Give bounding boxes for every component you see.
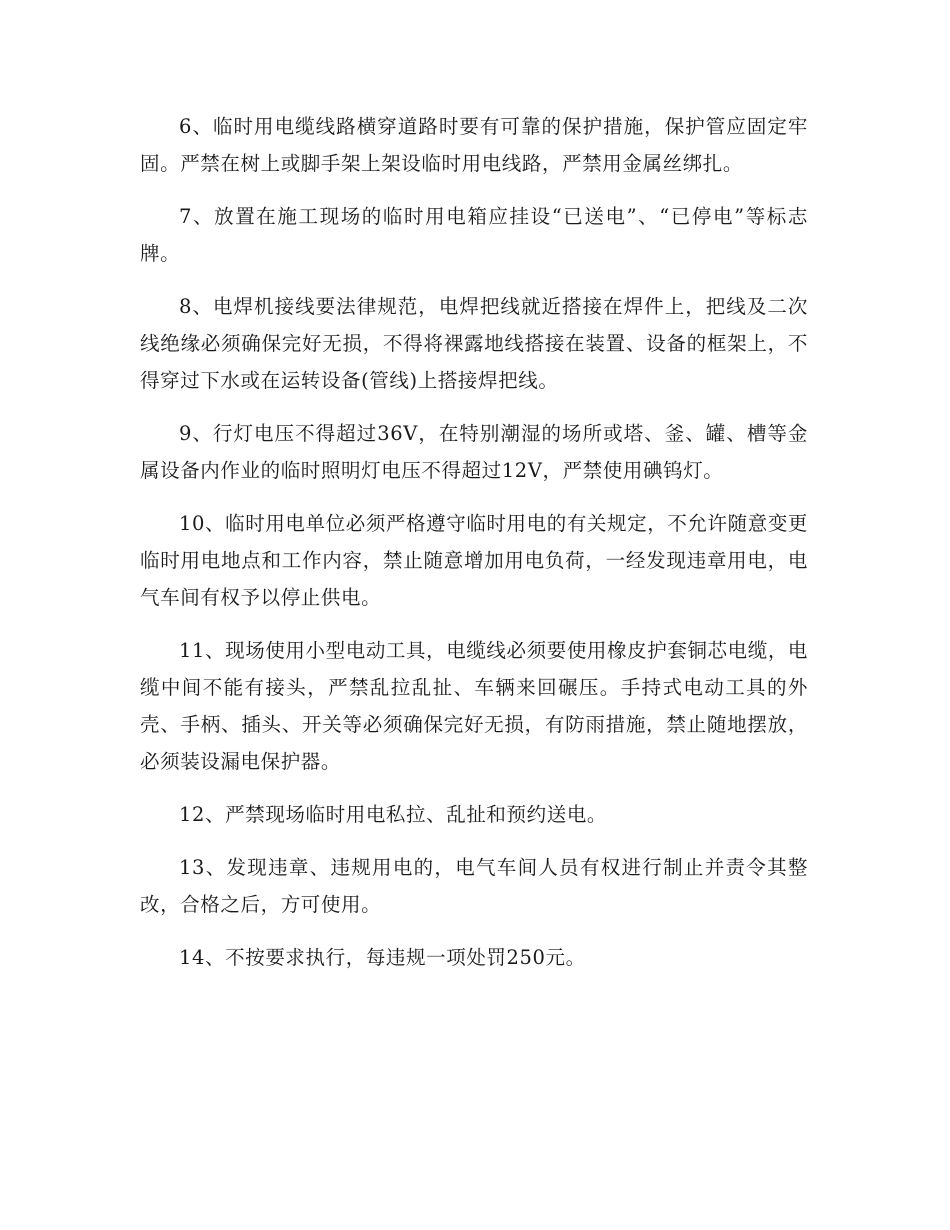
paragraph-rule-13: 13、发现违章、违规用电的，电气车间人员有权进行制止并责令其整改，合格之后，方可使用。 bbox=[140, 856, 808, 916]
paragraph-rule-10: 10、临时用电单位必须严格遵守临时用电的有关规定，不允许随意变更临时用电地点和工作内容，禁止随意增加用电负荷，一经发现违章用电，电气车间有权予以停止供电。 bbox=[140, 512, 809, 609]
paragraph-rule-9: 9、行灯电压不得超过36V，在特别潮湿的场所或塔、釜、罐、槽等金属设备内作业的临时照明灯电压不得超过12V，严禁使用碘钨灯。 bbox=[140, 422, 808, 482]
paragraph-rule-7: 7、放置在施工现场的临时用电箱应挂设“已送电”、“已停电”等标志牌。 bbox=[140, 205, 808, 265]
document-page bbox=[140, 108, 808, 992]
paragraph-rule-12: 12、严禁现场临时用电私拉、乱扯和预约送电。 bbox=[179, 803, 608, 826]
paragraph-rule-6: 6、临时用电缆线路横穿道路时要有可靠的保护措施，保护管应固定牢固。严禁在树上或脚手架上架设临时用电线路，严禁用金属丝绑扎。 bbox=[140, 115, 808, 175]
paragraph-rule-11: 11、现场使用小型电动工具，电缆线必须要使用橡皮护套铜芯电缆，电缆中间不能有接头，严禁乱拉乱扯、车辆来回碾压。手持式电动工具的外壳、手柄、插头、开关等必须确保完好无损，有防雨措施，禁止随地摆放，必须装设漏电保护器。 bbox=[140, 639, 809, 773]
paragraph-rule-8: 8、电焊机接线要法律规范，电焊把线就近搭接在焊件上，把线及二次线绝缘必须确保完好无损，不得将裸露地线搭接在装置、设备的框架上，不得穿过下水或在运转设备(管线)上搭接焊把线。 bbox=[140, 295, 808, 392]
paragraph-rule-14: 14、不按要求执行，每违规一项处罚250元。 bbox=[179, 946, 586, 969]
